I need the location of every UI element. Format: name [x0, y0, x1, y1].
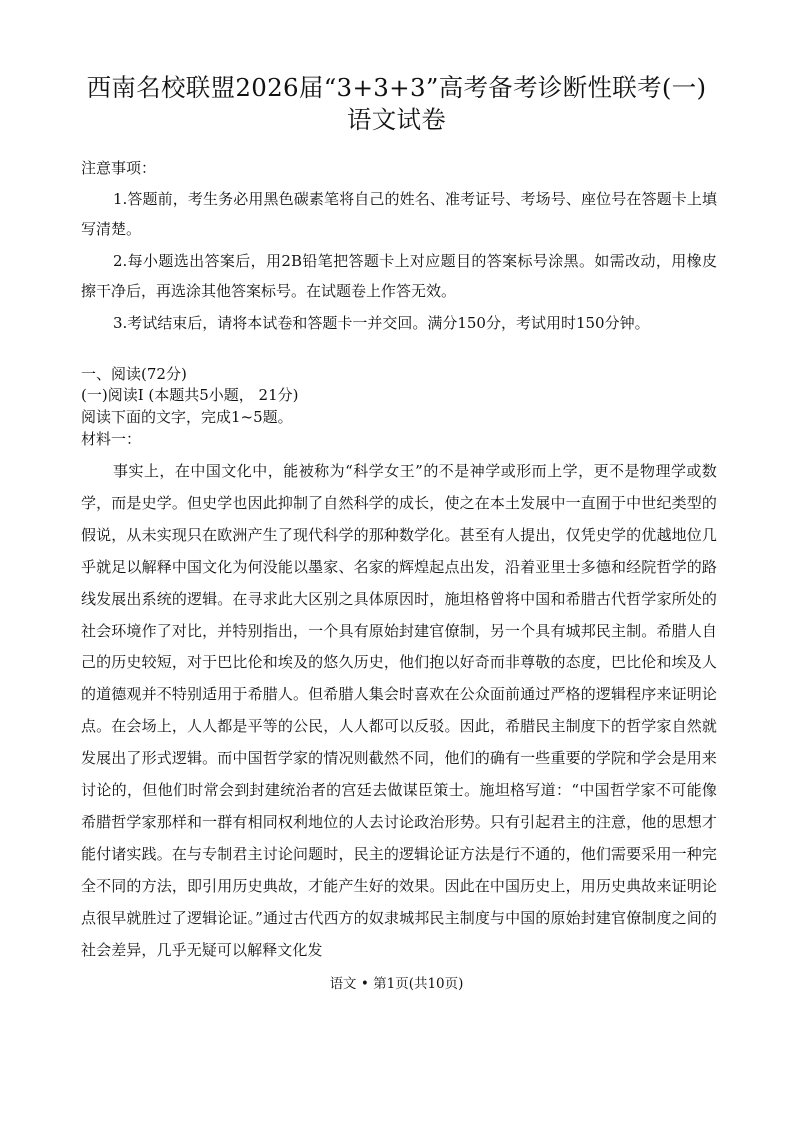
notice-item-1: 1.答题前，考生务必用黑色碳素笔将自己的姓名、准考证号、考场号、座位号在答题卡上填写清楚。 — [81, 190, 717, 238]
subsection-heading: (一)阅读Ⅰ (本题共5小题， 21分) — [81, 386, 299, 404]
page-footer: 语文 • 第1页(共10页) — [329, 976, 464, 992]
material-label: 材料一： — [81, 430, 142, 448]
notice-item-2: 2.每小题选出答案后，用2B铅笔把答题卡上对应题目的答案标号涂黑。如需改动，用橡皮擦干净后，再选涂其他答案标号。在试题卷上作答无效。 — [81, 252, 717, 300]
notice-item-3: 3.考试结束后，请将本试卷和答题卡一并交回。满分150分，考试用时150分钟。 — [113, 314, 650, 332]
section-heading: 一、阅读(72分) — [81, 365, 187, 383]
notice-heading: 注意事项： — [81, 159, 157, 177]
reading-instruction: 阅读下面的文字，完成1~5题。 — [81, 408, 293, 426]
passage-text: 事实上，在中国文化中，能被称为“科学女王”的不是神学或形而上学，更不是物理学或数学，而是史学。但史学也因此抑制了自然科学的成长，使之在本土发展中一直囿于中世纪类型的假说，从未实现只在欧洲产生了现代科学的那种数学化。甚至有人提出，仅凭史学的优越地位几乎就足以解释中国文化为何没能以墨家、名家的辉煌起点出发，沿着亚里士多德和经院哲学的路线发展出系统的逻辑。在寻求此大区别之具体原因时，施坦格曾将中国和希腊古代哲学家所处的社会环境作了对比，并特别指出，一个具有原始封建官僚制，另一个具有城邦民主制。希腊人自己的历史较短，对于巴比伦和埃及的悠久历史，他们抱以好奇而非尊敬的态度，巴比伦和埃及人的道德观并不特别适用于希腊人。但希腊人集会时喜欢在公众面前通过严格的逻辑程序来证明论点。在会场上，人人都是平等的公民，人人都可以反驳。因此，希腊民主制度下的哲学家自然就发展出了形式逻辑。而中国哲学家的情况则截然不同，他们的确有一些重要的学院和学会是用来讨论的，但他们时常会到封建统治者的宫廷去做谋臣策士。施坦格写道：“中国哲学家不可能像希腊哲学家那样和一群有相同权利地位的人去讨论政治形势。只有引起君主的注意，他的思想才能付诸实践。在与专制君主讨论问题时，民主的逻辑论证方法是行不通的，他们需要采用一种完全不同的方法，即引用历史典故，才能产生好的效果。因此在中国历史上，用历史典故来证明论点很早就胜过了逻辑论证。”通过古代西方的奴隶城邦民主制度与中国的原始封建官僚制度之间的社会差异，几乎无疑可以解释文化发 — [81, 462, 717, 959]
notice-list — [81, 184, 717, 340]
exam-title: 西南名校联盟2026届“3+3+3”高考备考诊断性联考(一) — [86, 73, 707, 102]
exam-subject-title: 语文试卷 — [346, 105, 447, 134]
